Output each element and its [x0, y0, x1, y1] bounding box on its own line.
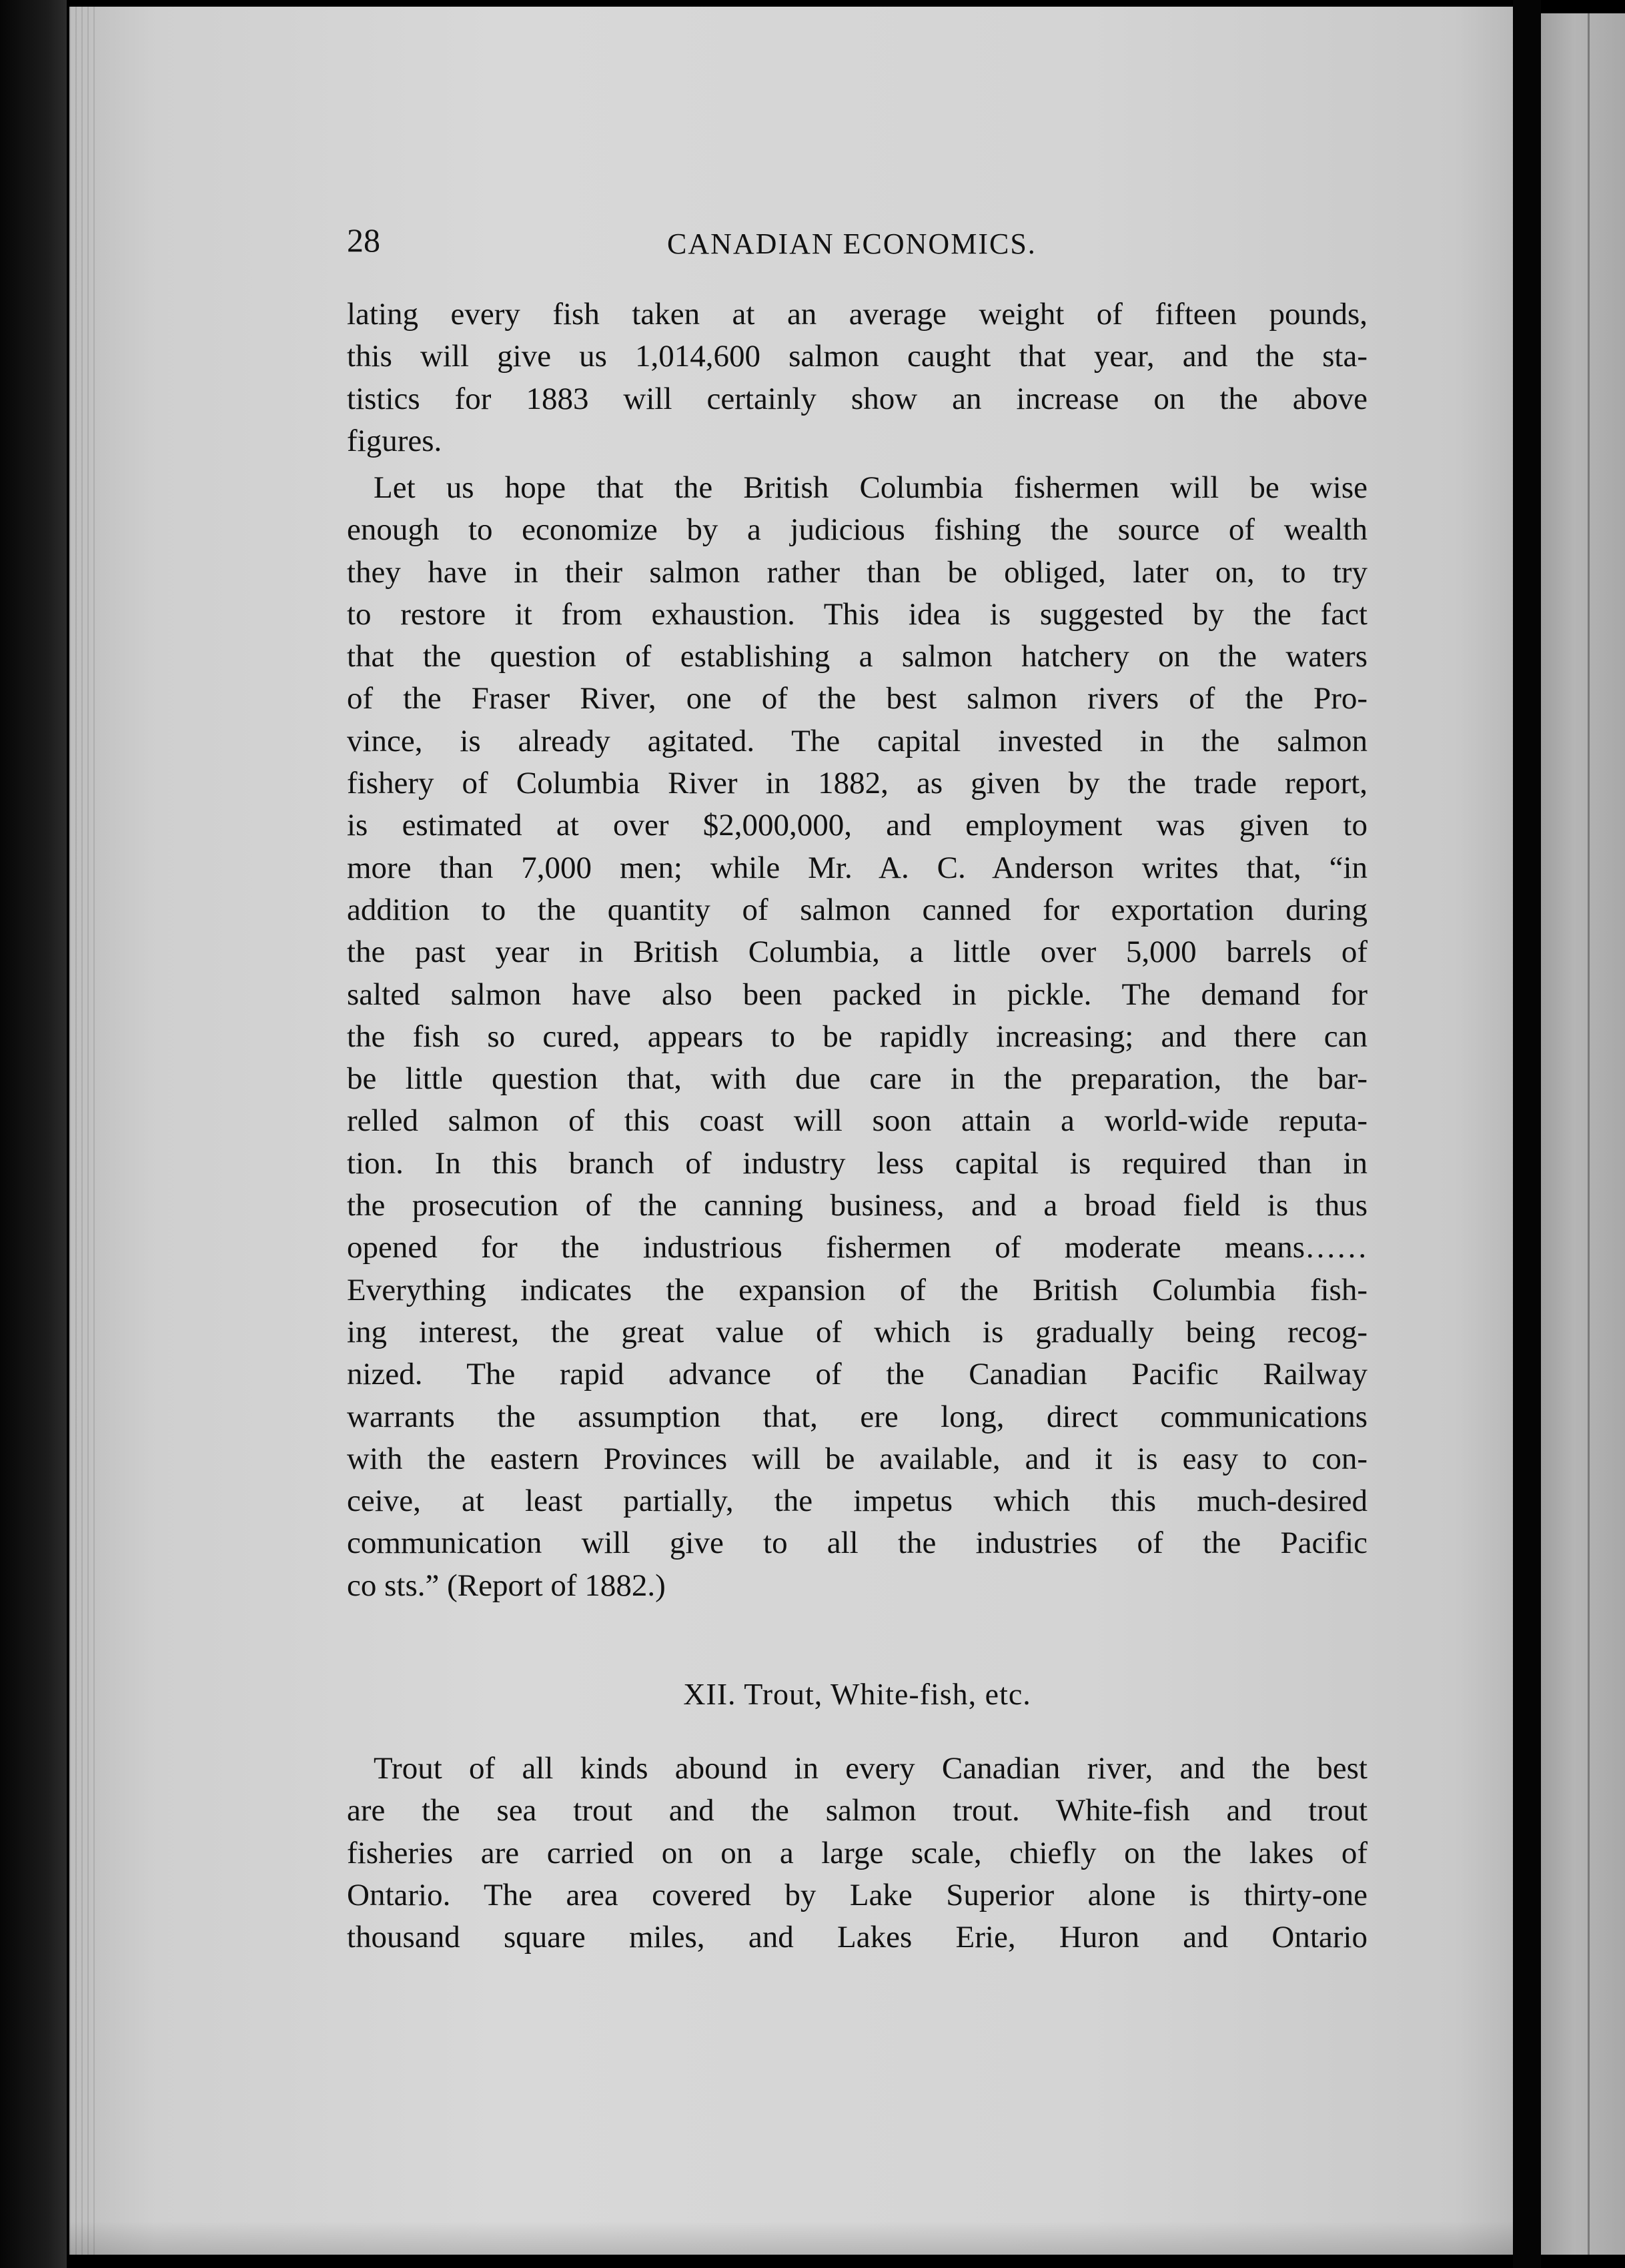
paragraph-continuation [347, 294, 1368, 462]
page-bottom-shadow [69, 2221, 1513, 2255]
text-line: the fish so cured, appears to be rapidly increasing; and there can [347, 1019, 1368, 1054]
text-line: nized. The rapid advance of the Canadian Pacific Railway [347, 1357, 1368, 1392]
text-line: Trout of all kinds abound in every Canadian river, and the best [374, 1751, 1368, 1786]
text-line: salted salmon have also been packed in pickle. The demand for [347, 977, 1368, 1012]
text-line: Everything indicates the expansion of the British Columbia fish- [347, 1272, 1368, 1307]
text-line: to restore it from exhaustion. This idea is suggested by the fact [347, 596, 1368, 632]
facing-page-line [1588, 13, 1590, 2255]
text-line: enough to economize by a judicious fishing the source of wealth [347, 512, 1368, 548]
text-line: thousand square miles, and Lakes Erie, Huron and Ontario [347, 1920, 1368, 1955]
text-line: fisheries are carried on on a large scale, chiefly on the lakes of [347, 1835, 1368, 1870]
text-line: the prosecution of the canning business, and a broad field is thus [347, 1188, 1368, 1223]
page-number: 28 [347, 221, 380, 259]
text-line: figures. [347, 423, 442, 458]
text-line: warrants the assumption that, ere long, direct communications [347, 1399, 1368, 1434]
running-head: CANADIAN ECONOMICS. [667, 227, 1037, 260]
paragraph-salmon-fisheries [347, 467, 1368, 1607]
paragraph-trout-whitefish [347, 1748, 1368, 1958]
text-line: more than 7,000 men; while Mr. A. C. Anderson writes that, “in [347, 850, 1368, 885]
text-line: ing interest, the great value of which is gradually being recog- [347, 1314, 1368, 1349]
text-line: communication will give to all the industries of the Pacific [347, 1526, 1368, 1561]
text-line: addition to the quantity of salmon canned for exportation during [347, 892, 1368, 927]
text-line: Ontario. The area covered by Lake Superior alone is thirty-one [347, 1877, 1368, 1912]
text-line: are the sea trout and the salmon trout. White-fish and trout [347, 1793, 1368, 1828]
text-line: vince, is already agitated. The capital invested in the salmon [347, 723, 1368, 758]
text-line: be little question that, with due care in the preparation, the bar- [347, 1061, 1368, 1097]
text-line: of the Fraser River, one of the best salmon rivers of the Pro- [347, 681, 1368, 716]
scan-left-border [0, 0, 67, 2268]
text-line: ceive, at least partially, the impetus which this much-desired [347, 1484, 1368, 1519]
facing-page-edge [1541, 13, 1625, 2255]
text-line: they have in their salmon rather than be obliged, later on, to try [347, 554, 1368, 590]
page-header [347, 220, 1368, 267]
text-line: tion. In this branch of industry less capital is required than in [347, 1145, 1368, 1181]
section-heading: XII. Trout, White-fish, etc. [683, 1677, 1031, 1711]
page-edge-stack [69, 7, 96, 2255]
text-line: with the eastern Provinces will be available, and it is easy to con- [347, 1441, 1368, 1476]
text-line: relled salmon of this coast will soon attain a world-wide reputa- [347, 1103, 1368, 1139]
text-line: lating every fish taken at an average weight of fifteen pounds, [347, 297, 1368, 332]
text-line: co sts.” (Report of 1882.) [347, 1568, 666, 1603]
text-line: this will give us 1,014,600 salmon caught that year, and the sta- [347, 339, 1368, 374]
text-line: tistics for 1883 will certainly show an increase on the above [347, 381, 1368, 416]
text-line: Let us hope that the British Columbia fishermen will be wise [374, 470, 1368, 505]
text-line: fishery of Columbia River in 1882, as given by the trade report, [347, 766, 1368, 801]
text-line: the past year in British Columbia, a little over 5,000 barrels of [347, 935, 1368, 970]
text-line: opened for the industrious fishermen of moderate means…… [347, 1230, 1368, 1265]
text-line: that the question of establishing a salmon hatchery on the waters [347, 639, 1368, 674]
text-line: is estimated at over $2,000,000, and employment was given to [347, 808, 1368, 843]
book-gutter [1513, 0, 1541, 2268]
